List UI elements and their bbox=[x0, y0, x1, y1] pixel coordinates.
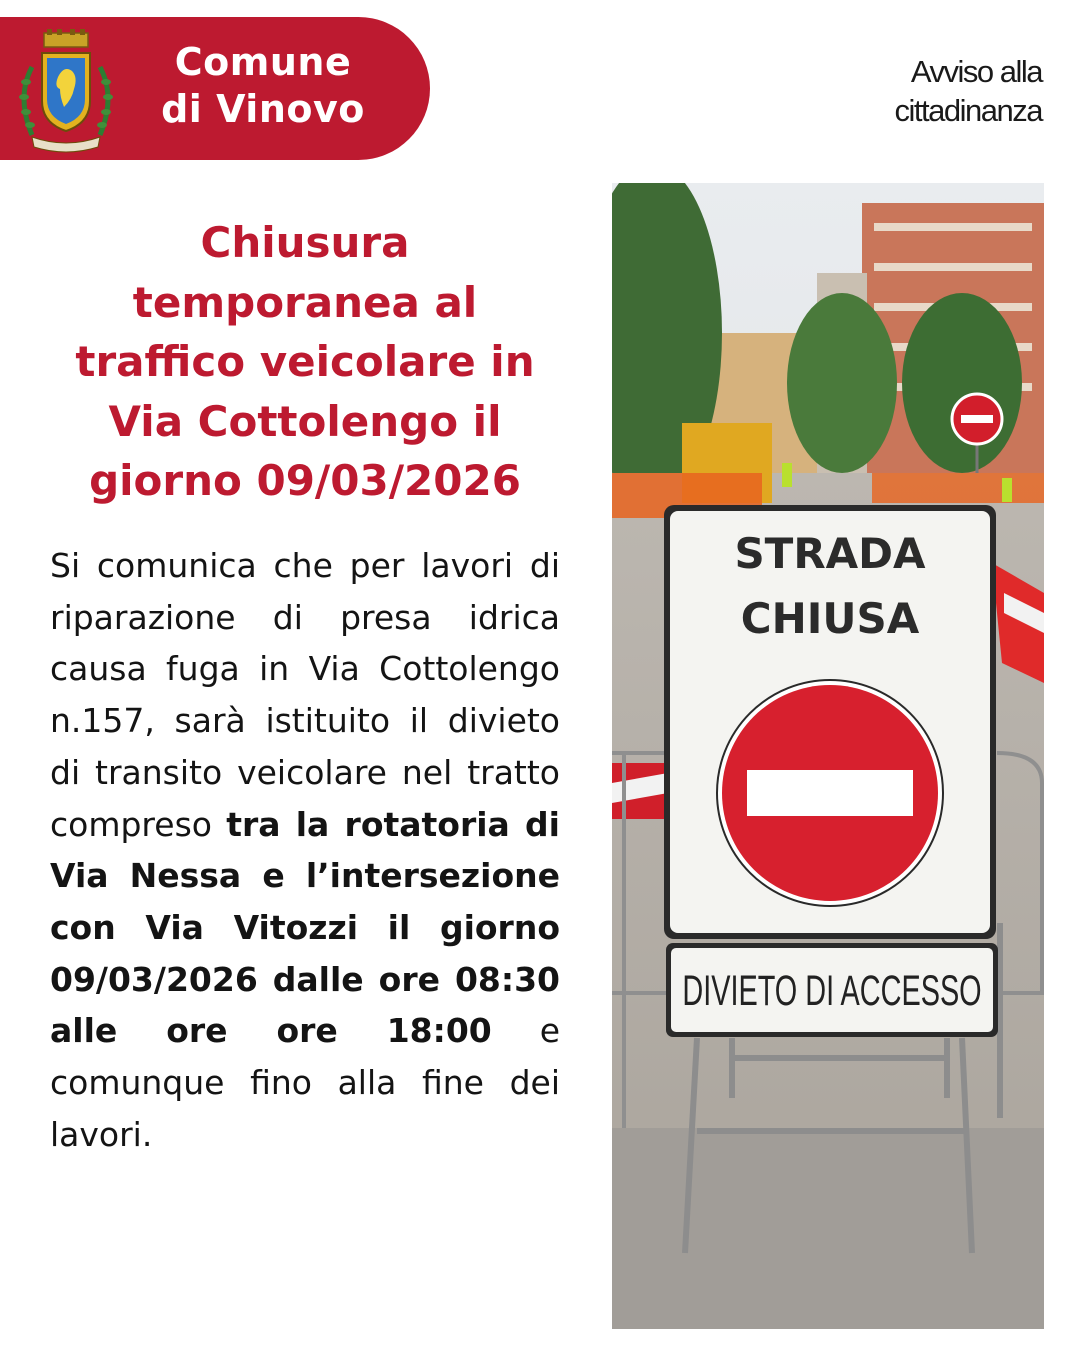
announcement-title: Chiusura temporanea al traffico veicolare in Via Cottolengo il giorno 09/03/2026 bbox=[75, 218, 535, 505]
organization-name bbox=[138, 39, 388, 133]
body-intro: Si comunica che per lavori di riparazione di presa idrica causa fuga in Via Cottolengo n.157, sarà istituito il divieto di transito veicolare nel tratto compreso bbox=[50, 546, 560, 844]
org-name-line1: Comune bbox=[174, 40, 352, 84]
body-bold-closure-details: tra la rotatoria di Via Nessa e l’intersezione con Via Vitozzi il giorno 09/03/2026 dalle ore 08:30 alle ore ore 18:00 bbox=[50, 804, 560, 1051]
notice-type-label bbox=[895, 52, 1042, 130]
notice-label-line1: Avviso alla bbox=[910, 54, 1042, 89]
sign-text-line2: CHIUSA bbox=[740, 594, 920, 643]
municipal-crest-icon bbox=[14, 27, 118, 153]
org-name-line2: di Vinovo bbox=[161, 87, 365, 131]
notice-label-line2: cittadinanza bbox=[894, 93, 1042, 128]
announcement-body bbox=[50, 540, 560, 1160]
sign-panel-text: DIVIETO DI ACCESSO bbox=[682, 966, 982, 1015]
header-banner bbox=[0, 17, 430, 160]
road-closed-photo bbox=[612, 183, 1044, 1329]
sign-text-line1: STRADA bbox=[734, 529, 926, 578]
body-end: e comunque fino alla fine dei lavori. bbox=[50, 1011, 560, 1154]
